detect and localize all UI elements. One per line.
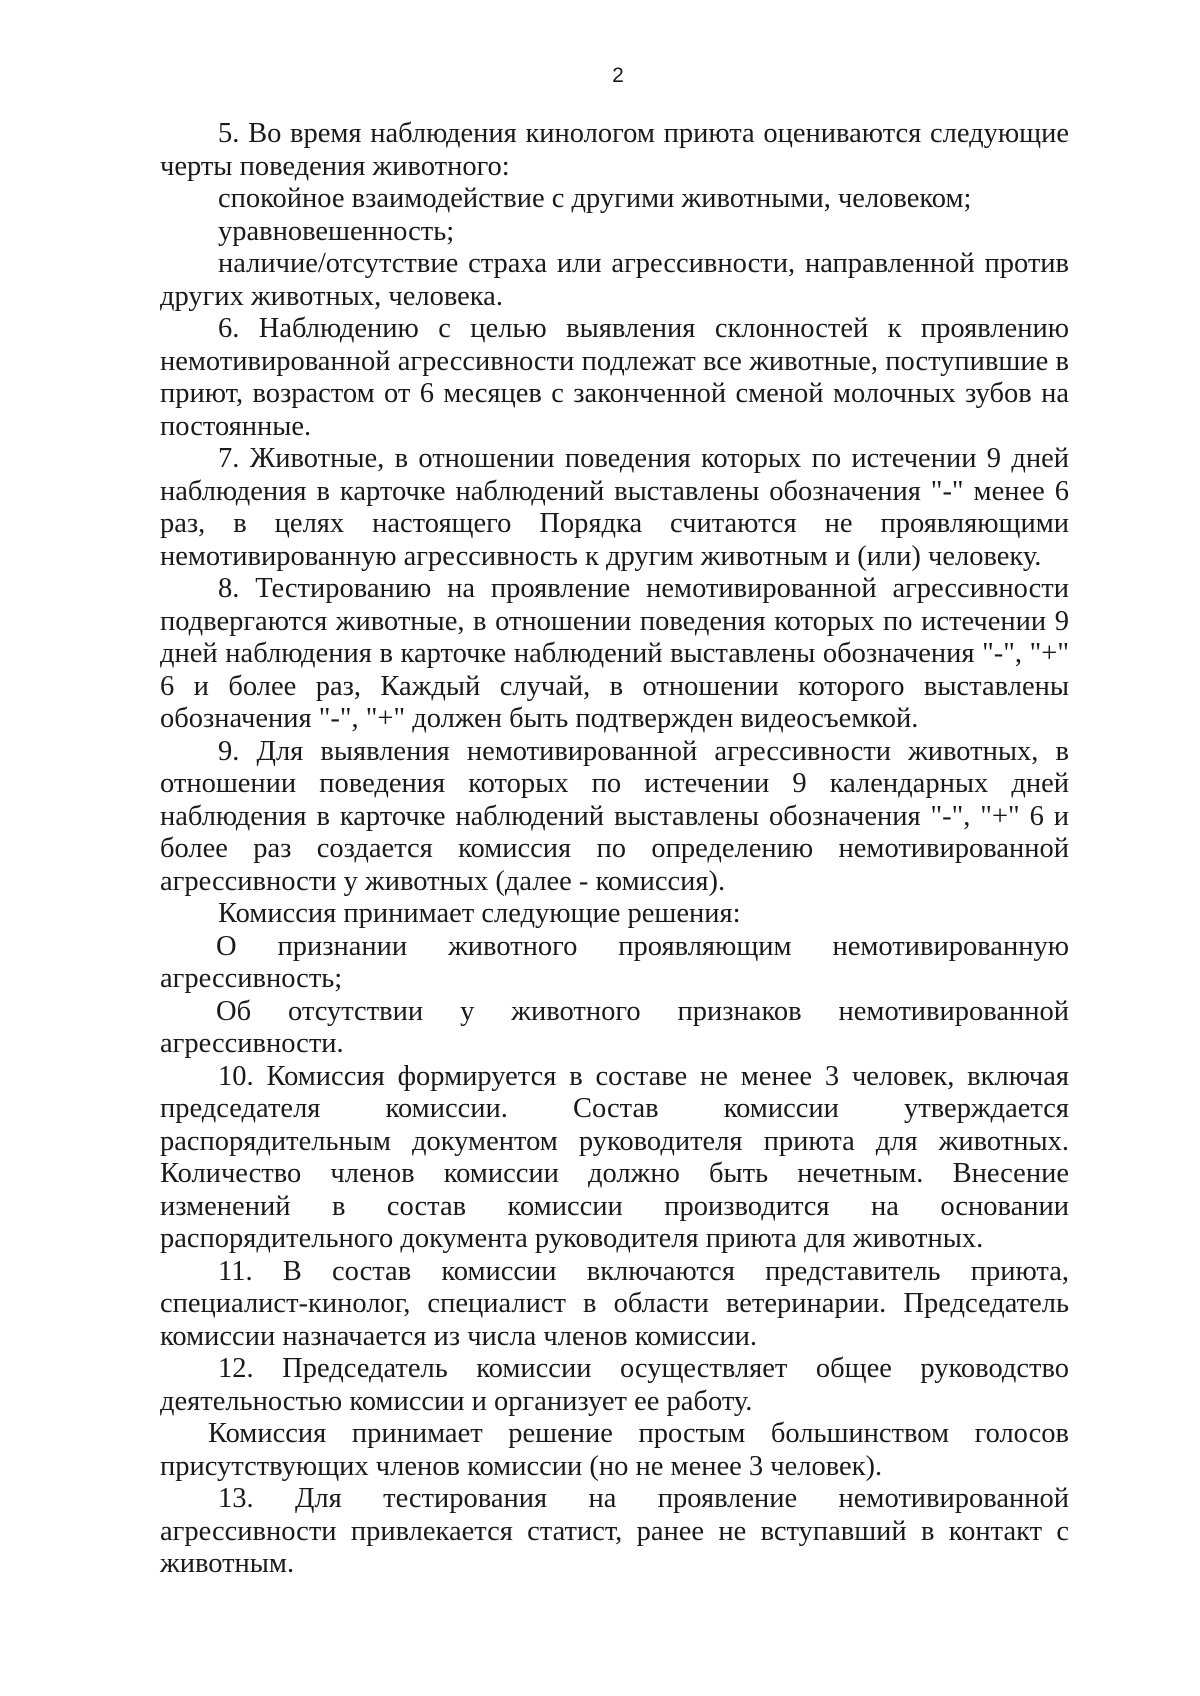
paragraph-8: 8. Тестированию на проявление немотивированной агрессивности подвергаются животные, в отношении поведения которых по истечении 9 дней наблюдения в карточке наблюдений выставлены обозначения "-", "+" 6 и более раз, Каждый случай, в отношении которого выставлены обозначения "-", "+" должен быть подтвержден видеосъемкой.: [160, 573, 1069, 734]
decision-absence: Об отсутствии у животного признаков немотивированной агрессивности.: [160, 995, 1069, 1059]
decision-recognition: О признании животного проявляющим немотивированную агрессивность;: [160, 930, 1069, 994]
paragraph-5-item-balance: уравновешенность;: [218, 215, 455, 247]
paragraph-5-item-calm: спокойное взаимодействие с другими животными, человеком;: [218, 183, 972, 214]
paragraph-5-item-fear: наличие/отсутствие страха или агрессивности, направленной против других животных, человека.: [160, 248, 1069, 312]
paragraph-6: 6. Наблюдению с целью выявления склонностей к проявлению немотивированной агрессивности подлежат все животные, поступившие в приют, возрастом от 6 месяцев с законченной сменой молочных зубов на постоянные.: [160, 313, 1069, 442]
paragraph-13: 13. Для тестирования на проявление немотивированной агрессивности привлекается статист, ранее не вступавший в контакт с животным.: [160, 1483, 1069, 1579]
commission-voting: Комиссия принимает решение простым большинством голосов присутствующих членов комиссии (но не менее 3 человек).: [160, 1418, 1069, 1482]
paragraph-5: 5. Во время наблюдения кинологом приюта оцениваются следующие черты поведения животного:: [160, 118, 1069, 182]
paragraph-12: 12. Председатель комиссии осуществляет общее руководство деятельностью комиссии и организует ее работу.: [160, 1353, 1069, 1417]
commission-decisions-intro: Комиссия принимает следующие решения:: [218, 898, 741, 929]
paragraph-11: 11. В состав комиссии включаются представитель приюта, специалист-кинолог, специалист в области ветеринарии. Председатель комиссии назначается из числа членов комиссии.: [160, 1255, 1069, 1352]
paragraph-9: 9. Для выявления немотивированной агрессивности животных, в отношении поведения которых по истечении 9 календарных дней наблюдения в карточке наблюдений выставлены обозначения "-", "+" 6 и более раз создается комиссия по определению немотивированной агрессивности у животных (далее - комиссия).: [160, 735, 1069, 897]
paragraph-7: 7. Животные, в отношении поведения которых по истечении 9 дней наблюдения в карточке наблюдений выставлены обозначения "-" менее 6 раз, в целях настоящего Порядка считаются не проявляющими немотивированную агрессивность к другим животным и (или) человеку.: [160, 443, 1069, 572]
document-body: [160, 118, 1069, 1581]
page-number: 2: [612, 64, 624, 87]
paragraph-10: 10. Комиссия формируется в составе не менее 3 человек, включая председателя комиссии. Состав комиссии утверждается распорядительным документом руководителя приюта для животных. Количество членов комиссии должно быть нечетным. Внесение изменений в состав комиссии производится на основании распорядительного документа руководителя приюта для животных.: [160, 1060, 1069, 1254]
